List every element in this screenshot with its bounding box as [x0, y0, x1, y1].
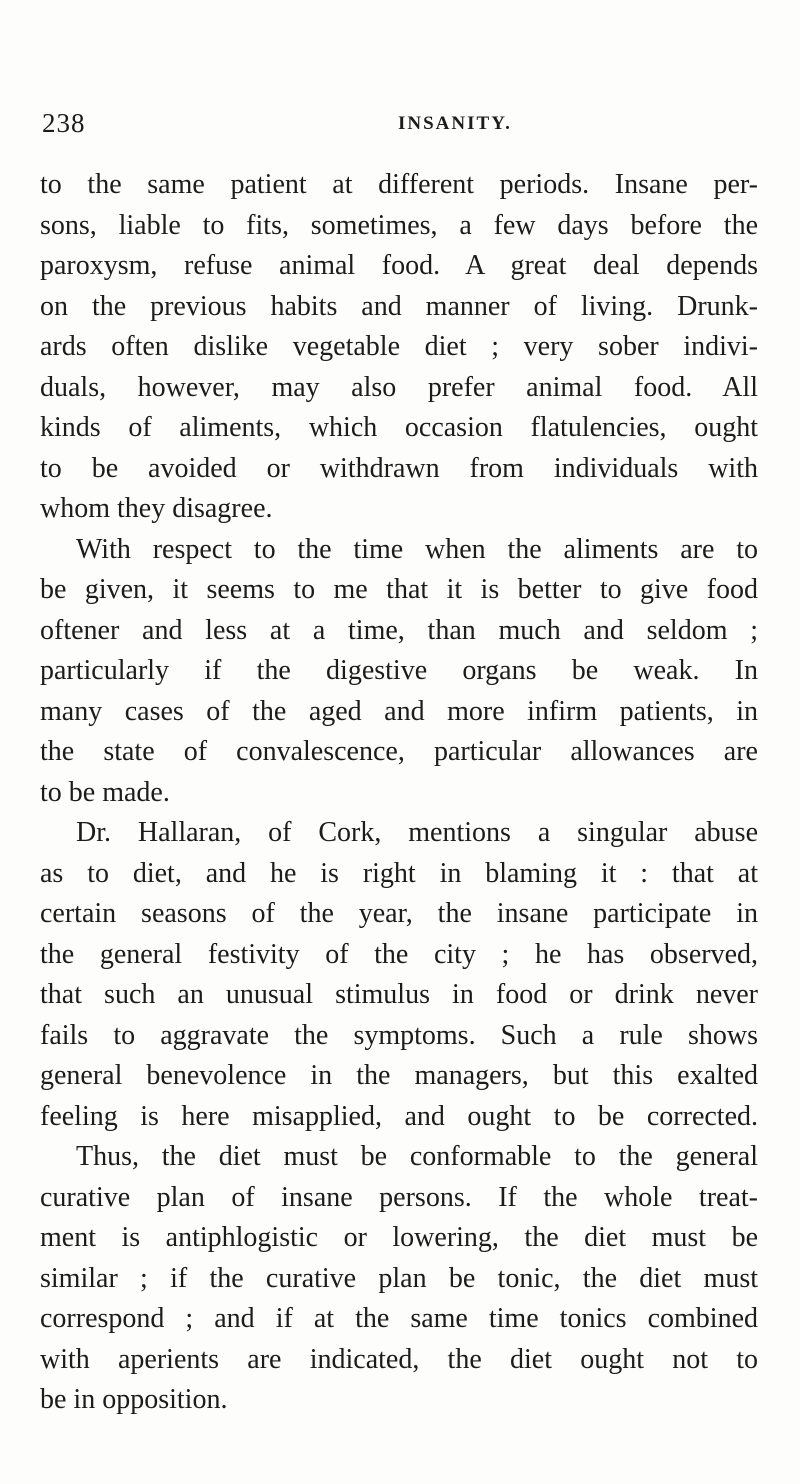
text-line: duals, however, may also prefer animal food. All: [40, 371, 758, 403]
text-line: to be made.: [40, 776, 170, 808]
text-line: on the previous habits and manner of living. Drunk-: [40, 290, 758, 322]
paragraph-3: [40, 813, 758, 1137]
text-line: general benevolence in the managers, but this exalted: [40, 1060, 758, 1091]
text-line: many cases of the aged and more infirm patients, in: [40, 695, 758, 727]
text-line: With respect to the time when the aliments are to: [76, 533, 758, 565]
page-number: 238: [42, 108, 86, 138]
text-line: to the same patient at different periods. Insane per-: [40, 169, 758, 200]
text-line: Dr. Hallaran, of Cork, mentions a singular abuse: [76, 817, 758, 848]
text-line: Thus, the diet must be conformable to the general: [76, 1141, 758, 1172]
text-line: the state of convalescence, particular allowances are: [40, 736, 758, 767]
text-line: to be avoided or withdrawn from individuals with: [40, 452, 758, 484]
text-line: particularly if the digestive organs be weak. In: [40, 655, 758, 686]
text-line: that such an unusual stimulus in food or drink never: [40, 979, 758, 1010]
text-line: paroxysm, refuse animal food. A great deal depends: [40, 250, 758, 281]
text-line: feeling is here misapplied, and ought to be corrected.: [40, 1100, 758, 1132]
text-line: kinds of aliments, which occasion flatulencies, ought: [40, 412, 758, 443]
running-head: INSANITY.: [398, 113, 512, 134]
text-line: ards often dislike vegetable diet ; very sober indivi-: [40, 331, 758, 362]
text-line: whom they disagree.: [40, 493, 273, 524]
paragraph-2: [40, 530, 758, 814]
text-line: sons, liable to fits, sometimes, a few days before the: [40, 209, 758, 241]
text-line: certain seasons of the year, the insane participate in: [40, 898, 758, 929]
text-line: be in opposition.: [40, 1384, 228, 1415]
text-line: curative plan of insane persons. If the whole treat-: [40, 1181, 758, 1213]
body-text: [40, 165, 758, 1421]
page-header: [42, 108, 762, 148]
text-line: the general festivity of the city ; he has observed,: [40, 938, 758, 970]
text-line: as to diet, and he is right in blaming it : that at: [40, 857, 758, 889]
paragraph-1: [40, 165, 758, 530]
text-line: with aperients are indicated, the diet ought not to: [40, 1343, 758, 1375]
text-line: oftener and less at a time, than much and seldom ;: [40, 614, 758, 646]
text-line: be given, it seems to me that it is better to give food: [40, 574, 758, 605]
text-line: similar ; if the curative plan be tonic, the diet must: [40, 1262, 758, 1294]
text-line: ment is antiphlogistic or lowering, the diet must be: [40, 1222, 758, 1253]
text-line: correspond ; and if at the same time tonics combined: [40, 1303, 758, 1334]
text-line: fails to aggravate the symptoms. Such a rule shows: [40, 1019, 758, 1051]
paragraph-4: [40, 1137, 758, 1421]
